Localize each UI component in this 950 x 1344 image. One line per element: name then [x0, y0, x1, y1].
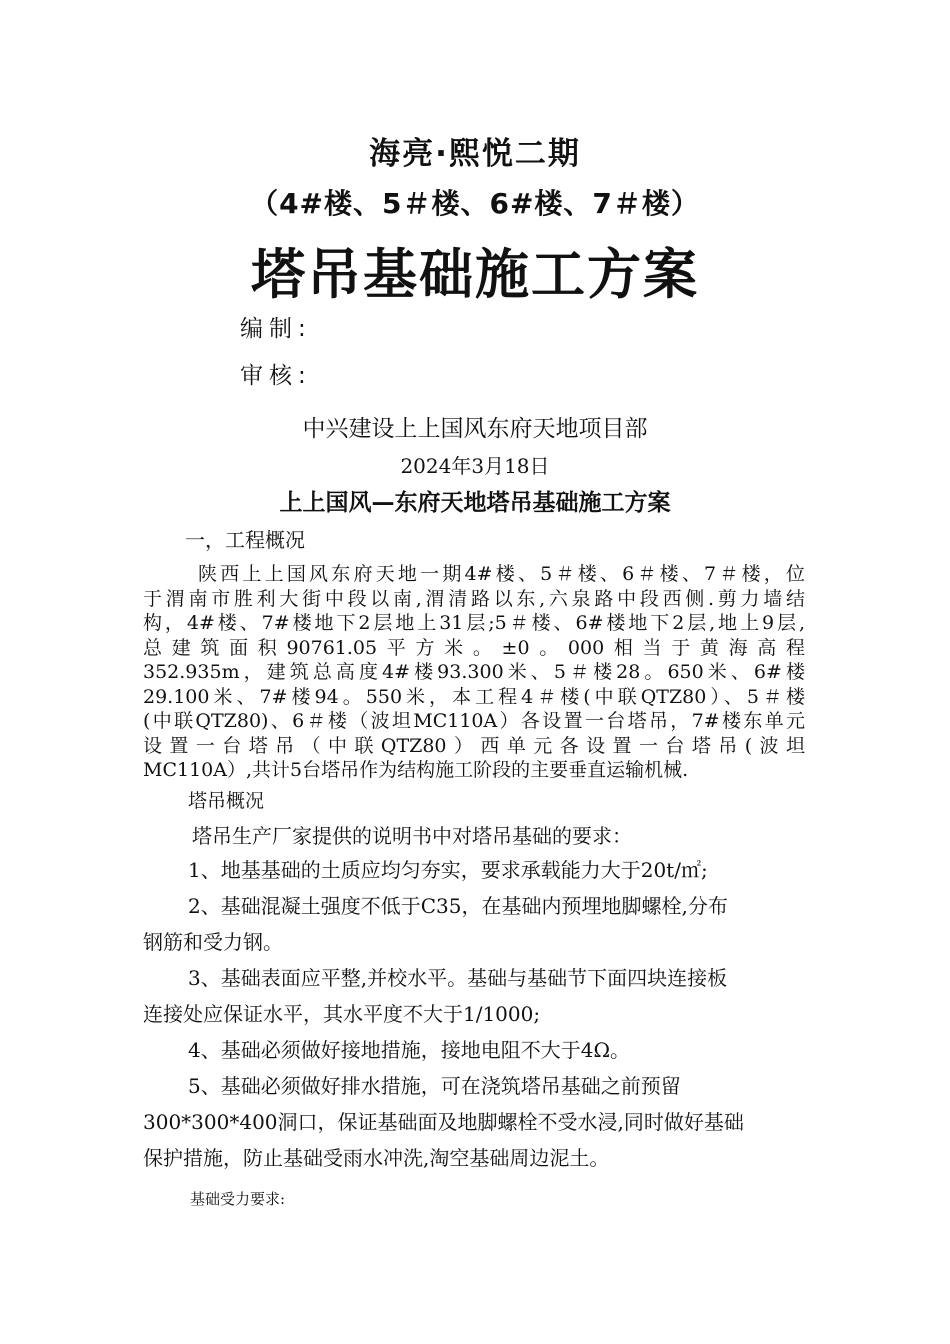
requirement-line: 钢筋和受力钢。 [143, 930, 283, 954]
requirement-line: 2、基础混凝土强度不低于C35，在基础内预埋地脚螺栓,分布 [188, 894, 728, 918]
plan-title: 塔吊基础施工方案 [251, 243, 699, 306]
organization: 中兴建设上上国风东府天地项目部 [302, 416, 648, 442]
requirement-line: 保护措施，防止基础受雨水冲洗,淘空基础周边泥土。 [143, 1146, 610, 1170]
project-name: 海亮·熙悦二期 [369, 136, 581, 172]
reviewed-by-label: 审核: [240, 363, 312, 389]
prepared-by-label: 编制: [240, 316, 312, 342]
requirement-item [143, 1032, 805, 1068]
document-date: 2024年3月18日 [400, 454, 550, 478]
requirement-item [143, 888, 805, 960]
requirement-line: 5、基础必须做好排水措施，可在浇筑塔吊基础之前预留 [188, 1074, 681, 1098]
overview-line: MC110A）,共计5台塔吊作为结构施工阶段的主要垂直运输机械. [143, 759, 689, 781]
document-title: 上上国风—东府天地塔吊基础施工方案 [279, 490, 671, 516]
requirement-item [143, 852, 805, 888]
section-heading-overview: 一，工程概况 [185, 528, 305, 552]
requirement-line: 4、基础必须做好接地措施，接地电阻不大于4Ω。 [188, 1038, 631, 1062]
building-list: （4#楼、5＃楼、6#楼、7＃楼） [250, 187, 700, 220]
overview-line: 构，4#楼、7#楼地下2层地上31层;5＃楼、6#楼地下2层,地上9层, [143, 612, 805, 634]
requirement-line: 300*300*400洞口，保证基础面及地脚螺栓不受水浸,同时做好基础 [143, 1110, 744, 1134]
section-heading-foundation-load: 基础受力要求: [190, 1190, 286, 1208]
overview-line: 总建筑面积90761.05平方米。±0。000相当于黄海高程 [143, 636, 805, 659]
overview-line: 29.100米、7#楼94。550米，本工程4＃楼(中联QTZ80）、5＃楼 [143, 685, 805, 708]
overview-line: 设置一台塔吊（中联QTZ80）西单元各设置一台塔吊(波坦 [143, 734, 805, 757]
overview-line: 352.935m，建筑总高度4#楼93.300米、5＃楼28。650米、6#楼 [143, 661, 805, 683]
requirement-line: 1、地基基础的土质应均匀夯实，要求承载能力大于20t/㎡; [188, 858, 708, 882]
requirement-line: 连接处应保证水平，其水平度不大于1/1000; [143, 1002, 541, 1026]
overview-line: 陕西上上国风东府天地一期4#楼、5＃楼、6＃楼、7＃楼，位 [198, 563, 805, 585]
requirement-line: 3、基础表面应平整,并校水平。基础与基础节下面四块连接板 [188, 966, 728, 990]
section-heading-crane-overview: 塔吊概况 [188, 790, 265, 812]
overview-paragraph [143, 562, 805, 783]
overview-line: 于渭南市胜利大街中段以南,渭清路以东,六泉路中段西侧.剪力墙结 [143, 587, 805, 610]
overview-line: (中联QTZ80)、6＃楼（波坦MC110A）各设置一台塔吊，7#楼东单元 [143, 710, 805, 732]
requirement-item [143, 1068, 805, 1176]
requirements-intro: 塔吊生产厂家提供的说明书中对塔吊基础的要求： [192, 824, 632, 848]
requirement-item [143, 960, 805, 1032]
